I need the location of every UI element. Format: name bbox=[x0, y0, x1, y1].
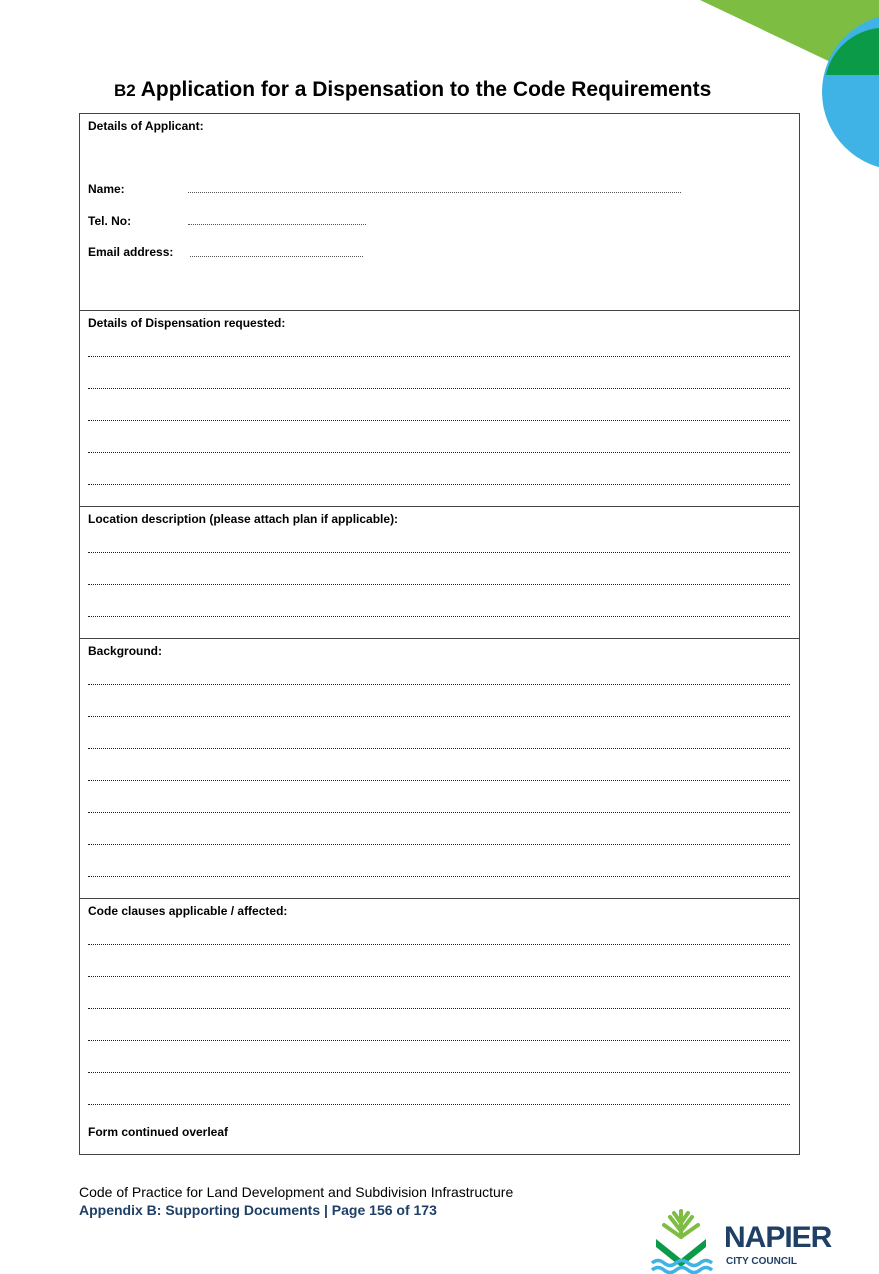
background-line[interactable] bbox=[88, 876, 790, 877]
location-line[interactable] bbox=[88, 616, 790, 617]
tel-label: Tel. No: bbox=[88, 214, 132, 228]
code-clauses-line[interactable] bbox=[88, 1072, 790, 1073]
dispensation-line[interactable] bbox=[88, 484, 790, 485]
footer-document-title: Code of Practice for Land Development and Subdivision Infrastructure bbox=[79, 1184, 514, 1200]
background-line[interactable] bbox=[88, 780, 790, 781]
applicant-heading: Details of Applicant: bbox=[88, 119, 204, 133]
background-heading: Background: bbox=[88, 644, 163, 658]
dispensation-form bbox=[79, 113, 800, 1155]
form-continued-note: Form continued overleaf bbox=[88, 1125, 229, 1139]
background-line[interactable] bbox=[88, 844, 790, 845]
location-section bbox=[80, 506, 799, 639]
code-clauses-line[interactable] bbox=[88, 976, 790, 977]
page-title bbox=[114, 78, 711, 102]
applicant-section bbox=[80, 114, 799, 311]
location-line[interactable] bbox=[88, 552, 790, 553]
code-clauses-section bbox=[80, 898, 799, 1154]
code-clauses-heading: Code clauses applicable / affected: bbox=[88, 904, 288, 918]
background-line[interactable] bbox=[88, 748, 790, 749]
code-clauses-line[interactable] bbox=[88, 1008, 790, 1009]
logo-subtitle: CITY COUNCIL bbox=[726, 1256, 797, 1267]
dispensation-section bbox=[80, 310, 799, 507]
title-text: Application for a Dispensation to the Code Requirements bbox=[140, 78, 712, 101]
logo-name: NAPIER bbox=[724, 1221, 832, 1254]
background-line[interactable] bbox=[88, 716, 790, 717]
code-clauses-line[interactable] bbox=[88, 944, 790, 945]
footer-page-info: Appendix B: Supporting Documents | Page 156 of 173 bbox=[79, 1202, 437, 1218]
name-label: Name: bbox=[88, 182, 125, 196]
location-line[interactable] bbox=[88, 584, 790, 585]
email-field[interactable] bbox=[190, 256, 363, 257]
email-label: Email address: bbox=[88, 245, 174, 259]
code-clauses-line[interactable] bbox=[88, 1104, 790, 1105]
background-line[interactable] bbox=[88, 684, 790, 685]
dispensation-line[interactable] bbox=[88, 388, 790, 389]
napier-logo-icon bbox=[648, 1207, 714, 1274]
napier-logo bbox=[648, 1207, 848, 1274]
dispensation-line[interactable] bbox=[88, 356, 790, 357]
background-section bbox=[80, 638, 799, 899]
dispensation-line[interactable] bbox=[88, 420, 790, 421]
dispensation-heading: Details of Dispensation requested: bbox=[88, 316, 286, 330]
dispensation-line[interactable] bbox=[88, 452, 790, 453]
tel-field[interactable] bbox=[188, 224, 366, 225]
name-field[interactable] bbox=[188, 192, 681, 193]
code-clauses-line[interactable] bbox=[88, 1040, 790, 1041]
location-heading: Location description (please attach plan if applicable): bbox=[88, 512, 399, 526]
background-line[interactable] bbox=[88, 812, 790, 813]
title-code: B2 bbox=[114, 81, 136, 100]
